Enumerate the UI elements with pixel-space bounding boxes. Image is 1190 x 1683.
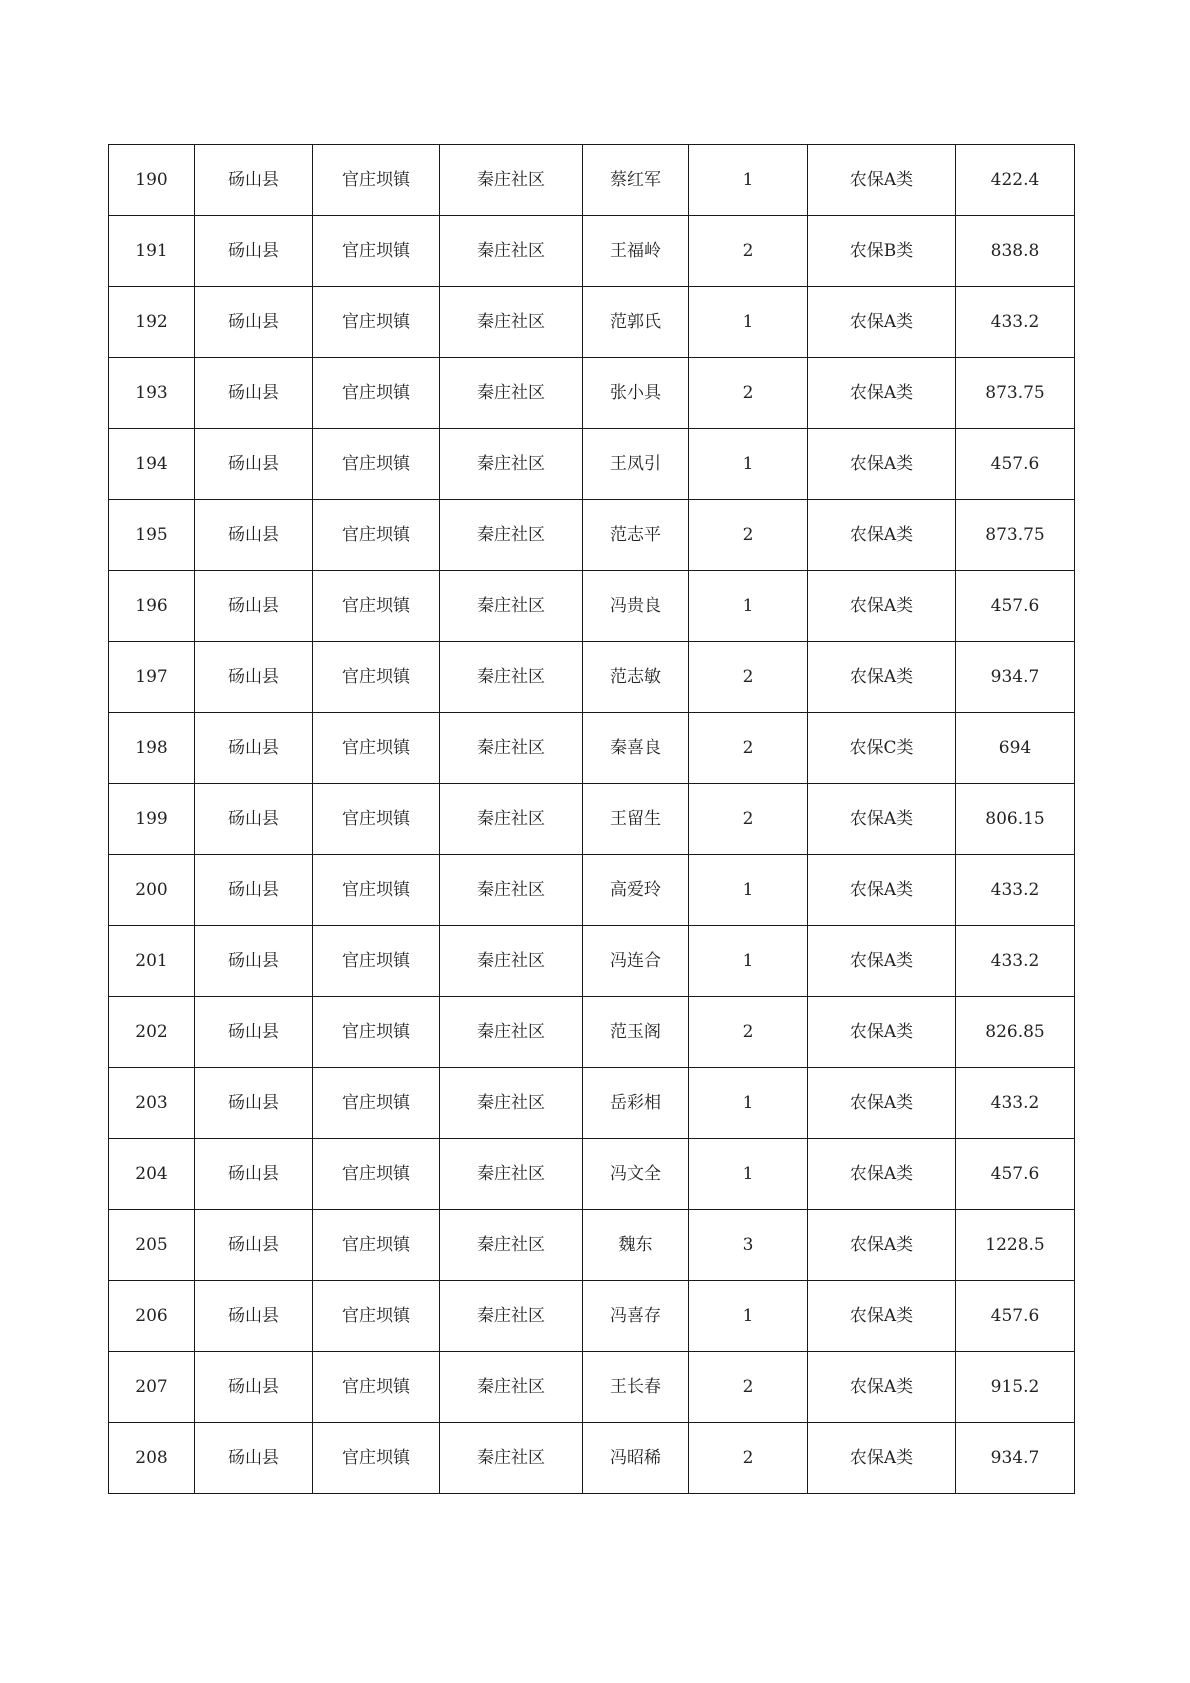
household-size-cell: 2 bbox=[689, 1352, 808, 1423]
county-cell: 砀山县 bbox=[195, 429, 313, 500]
county-cell: 砀山县 bbox=[195, 571, 313, 642]
amount-cell: 838.8 bbox=[956, 216, 1075, 287]
amount-cell: 873.75 bbox=[956, 500, 1075, 571]
name-cell: 王留生 bbox=[583, 784, 689, 855]
town-cell: 官庄坝镇 bbox=[313, 713, 440, 784]
name-cell: 蔡红军 bbox=[583, 145, 689, 216]
serial-number-cell: 200 bbox=[109, 855, 195, 926]
county-cell: 砀山县 bbox=[195, 358, 313, 429]
name-cell: 冯昭稀 bbox=[583, 1423, 689, 1494]
amount-cell: 457.6 bbox=[956, 1139, 1075, 1210]
amount-cell: 934.7 bbox=[956, 642, 1075, 713]
serial-number-cell: 192 bbox=[109, 287, 195, 358]
table-row bbox=[109, 1281, 1075, 1352]
community-cell: 秦庄社区 bbox=[440, 926, 583, 997]
household-size-cell: 2 bbox=[689, 216, 808, 287]
name-cell: 王凤引 bbox=[583, 429, 689, 500]
table-row bbox=[109, 1210, 1075, 1281]
table-row bbox=[109, 429, 1075, 500]
serial-number-cell: 201 bbox=[109, 926, 195, 997]
serial-number-cell: 194 bbox=[109, 429, 195, 500]
household-size-cell: 1 bbox=[689, 287, 808, 358]
household-size-cell: 2 bbox=[689, 500, 808, 571]
table-row bbox=[109, 855, 1075, 926]
serial-number-cell: 195 bbox=[109, 500, 195, 571]
town-cell: 官庄坝镇 bbox=[313, 642, 440, 713]
table-row bbox=[109, 287, 1075, 358]
town-cell: 官庄坝镇 bbox=[313, 216, 440, 287]
community-cell: 秦庄社区 bbox=[440, 855, 583, 926]
county-cell: 砀山县 bbox=[195, 855, 313, 926]
table-row bbox=[109, 1139, 1075, 1210]
county-cell: 砀山县 bbox=[195, 1281, 313, 1352]
household-size-cell: 2 bbox=[689, 1423, 808, 1494]
name-cell: 冯贵良 bbox=[583, 571, 689, 642]
table-row bbox=[109, 216, 1075, 287]
name-cell: 范志敏 bbox=[583, 642, 689, 713]
county-cell: 砀山县 bbox=[195, 713, 313, 784]
community-cell: 秦庄社区 bbox=[440, 571, 583, 642]
category-cell: 农保A类 bbox=[808, 429, 956, 500]
household-size-cell: 1 bbox=[689, 926, 808, 997]
county-cell: 砀山县 bbox=[195, 500, 313, 571]
category-cell: 农保C类 bbox=[808, 713, 956, 784]
table-row bbox=[109, 571, 1075, 642]
household-size-cell: 1 bbox=[689, 571, 808, 642]
category-cell: 农保A类 bbox=[808, 571, 956, 642]
household-size-cell: 1 bbox=[689, 1281, 808, 1352]
community-cell: 秦庄社区 bbox=[440, 642, 583, 713]
name-cell: 冯喜存 bbox=[583, 1281, 689, 1352]
category-cell: 农保A类 bbox=[808, 997, 956, 1068]
county-cell: 砀山县 bbox=[195, 1352, 313, 1423]
table-row bbox=[109, 926, 1075, 997]
category-cell: 农保A类 bbox=[808, 1281, 956, 1352]
serial-number-cell: 197 bbox=[109, 642, 195, 713]
amount-cell: 433.2 bbox=[956, 855, 1075, 926]
serial-number-cell: 190 bbox=[109, 145, 195, 216]
community-cell: 秦庄社区 bbox=[440, 1423, 583, 1494]
serial-number-cell: 208 bbox=[109, 1423, 195, 1494]
town-cell: 官庄坝镇 bbox=[313, 1423, 440, 1494]
serial-number-cell: 199 bbox=[109, 784, 195, 855]
household-size-cell: 2 bbox=[689, 642, 808, 713]
category-cell: 农保A类 bbox=[808, 784, 956, 855]
county-cell: 砀山县 bbox=[195, 216, 313, 287]
town-cell: 官庄坝镇 bbox=[313, 1068, 440, 1139]
amount-cell: 694 bbox=[956, 713, 1075, 784]
name-cell: 张小具 bbox=[583, 358, 689, 429]
table-row bbox=[109, 358, 1075, 429]
county-cell: 砀山县 bbox=[195, 784, 313, 855]
name-cell: 岳彩相 bbox=[583, 1068, 689, 1139]
category-cell: 农保A类 bbox=[808, 1210, 956, 1281]
county-cell: 砀山县 bbox=[195, 997, 313, 1068]
town-cell: 官庄坝镇 bbox=[313, 429, 440, 500]
category-cell: 农保A类 bbox=[808, 500, 956, 571]
category-cell: 农保A类 bbox=[808, 1352, 956, 1423]
county-cell: 砀山县 bbox=[195, 1139, 313, 1210]
community-cell: 秦庄社区 bbox=[440, 713, 583, 784]
household-size-cell: 2 bbox=[689, 997, 808, 1068]
table-row bbox=[109, 713, 1075, 784]
household-size-cell: 1 bbox=[689, 429, 808, 500]
amount-cell: 433.2 bbox=[956, 287, 1075, 358]
community-cell: 秦庄社区 bbox=[440, 216, 583, 287]
community-cell: 秦庄社区 bbox=[440, 784, 583, 855]
name-cell: 王福岭 bbox=[583, 216, 689, 287]
household-size-cell: 2 bbox=[689, 713, 808, 784]
town-cell: 官庄坝镇 bbox=[313, 1210, 440, 1281]
name-cell: 高爱玲 bbox=[583, 855, 689, 926]
category-cell: 农保A类 bbox=[808, 855, 956, 926]
table-row bbox=[109, 997, 1075, 1068]
serial-number-cell: 204 bbox=[109, 1139, 195, 1210]
table-row bbox=[109, 1423, 1075, 1494]
community-cell: 秦庄社区 bbox=[440, 1139, 583, 1210]
category-cell: 农保A类 bbox=[808, 642, 956, 713]
town-cell: 官庄坝镇 bbox=[313, 145, 440, 216]
category-cell: 农保A类 bbox=[808, 1423, 956, 1494]
category-cell: 农保A类 bbox=[808, 926, 956, 997]
amount-cell: 457.6 bbox=[956, 1281, 1075, 1352]
town-cell: 官庄坝镇 bbox=[313, 997, 440, 1068]
category-cell: 农保A类 bbox=[808, 1139, 956, 1210]
household-size-cell: 1 bbox=[689, 145, 808, 216]
serial-number-cell: 191 bbox=[109, 216, 195, 287]
serial-number-cell: 193 bbox=[109, 358, 195, 429]
serial-number-cell: 205 bbox=[109, 1210, 195, 1281]
amount-cell: 806.15 bbox=[956, 784, 1075, 855]
table-row bbox=[109, 642, 1075, 713]
table-row bbox=[109, 1068, 1075, 1139]
community-cell: 秦庄社区 bbox=[440, 997, 583, 1068]
category-cell: 农保A类 bbox=[808, 358, 956, 429]
name-cell: 范玉阁 bbox=[583, 997, 689, 1068]
community-cell: 秦庄社区 bbox=[440, 287, 583, 358]
roster-table-body bbox=[109, 145, 1075, 1494]
roster-table bbox=[108, 144, 1075, 1494]
town-cell: 官庄坝镇 bbox=[313, 571, 440, 642]
category-cell: 农保A类 bbox=[808, 145, 956, 216]
county-cell: 砀山县 bbox=[195, 287, 313, 358]
category-cell: 农保A类 bbox=[808, 1068, 956, 1139]
name-cell: 魏东 bbox=[583, 1210, 689, 1281]
town-cell: 官庄坝镇 bbox=[313, 1352, 440, 1423]
name-cell: 范志平 bbox=[583, 500, 689, 571]
amount-cell: 457.6 bbox=[956, 429, 1075, 500]
town-cell: 官庄坝镇 bbox=[313, 1139, 440, 1210]
name-cell: 王长春 bbox=[583, 1352, 689, 1423]
county-cell: 砀山县 bbox=[195, 642, 313, 713]
community-cell: 秦庄社区 bbox=[440, 1210, 583, 1281]
amount-cell: 1228.5 bbox=[956, 1210, 1075, 1281]
table-row bbox=[109, 784, 1075, 855]
county-cell: 砀山县 bbox=[195, 926, 313, 997]
county-cell: 砀山县 bbox=[195, 1210, 313, 1281]
household-size-cell: 1 bbox=[689, 855, 808, 926]
community-cell: 秦庄社区 bbox=[440, 429, 583, 500]
town-cell: 官庄坝镇 bbox=[313, 855, 440, 926]
community-cell: 秦庄社区 bbox=[440, 1281, 583, 1352]
amount-cell: 422.4 bbox=[956, 145, 1075, 216]
amount-cell: 915.2 bbox=[956, 1352, 1075, 1423]
community-cell: 秦庄社区 bbox=[440, 500, 583, 571]
community-cell: 秦庄社区 bbox=[440, 145, 583, 216]
name-cell: 冯文全 bbox=[583, 1139, 689, 1210]
name-cell: 范郭氏 bbox=[583, 287, 689, 358]
community-cell: 秦庄社区 bbox=[440, 1068, 583, 1139]
town-cell: 官庄坝镇 bbox=[313, 1281, 440, 1352]
table-row bbox=[109, 500, 1075, 571]
household-size-cell: 3 bbox=[689, 1210, 808, 1281]
household-size-cell: 1 bbox=[689, 1068, 808, 1139]
amount-cell: 433.2 bbox=[956, 1068, 1075, 1139]
amount-cell: 873.75 bbox=[956, 358, 1075, 429]
county-cell: 砀山县 bbox=[195, 145, 313, 216]
county-cell: 砀山县 bbox=[195, 1068, 313, 1139]
table-row bbox=[109, 1352, 1075, 1423]
serial-number-cell: 196 bbox=[109, 571, 195, 642]
category-cell: 农保B类 bbox=[808, 216, 956, 287]
town-cell: 官庄坝镇 bbox=[313, 358, 440, 429]
town-cell: 官庄坝镇 bbox=[313, 500, 440, 571]
town-cell: 官庄坝镇 bbox=[313, 784, 440, 855]
name-cell: 冯连合 bbox=[583, 926, 689, 997]
household-size-cell: 1 bbox=[689, 1139, 808, 1210]
household-size-cell: 2 bbox=[689, 784, 808, 855]
serial-number-cell: 207 bbox=[109, 1352, 195, 1423]
community-cell: 秦庄社区 bbox=[440, 1352, 583, 1423]
community-cell: 秦庄社区 bbox=[440, 358, 583, 429]
serial-number-cell: 202 bbox=[109, 997, 195, 1068]
name-cell: 秦喜良 bbox=[583, 713, 689, 784]
household-size-cell: 2 bbox=[689, 358, 808, 429]
serial-number-cell: 206 bbox=[109, 1281, 195, 1352]
table-row bbox=[109, 145, 1075, 216]
category-cell: 农保A类 bbox=[808, 287, 956, 358]
town-cell: 官庄坝镇 bbox=[313, 287, 440, 358]
amount-cell: 457.6 bbox=[956, 571, 1075, 642]
amount-cell: 826.85 bbox=[956, 997, 1075, 1068]
amount-cell: 433.2 bbox=[956, 926, 1075, 997]
amount-cell: 934.7 bbox=[956, 1423, 1075, 1494]
serial-number-cell: 198 bbox=[109, 713, 195, 784]
serial-number-cell: 203 bbox=[109, 1068, 195, 1139]
county-cell: 砀山县 bbox=[195, 1423, 313, 1494]
town-cell: 官庄坝镇 bbox=[313, 926, 440, 997]
